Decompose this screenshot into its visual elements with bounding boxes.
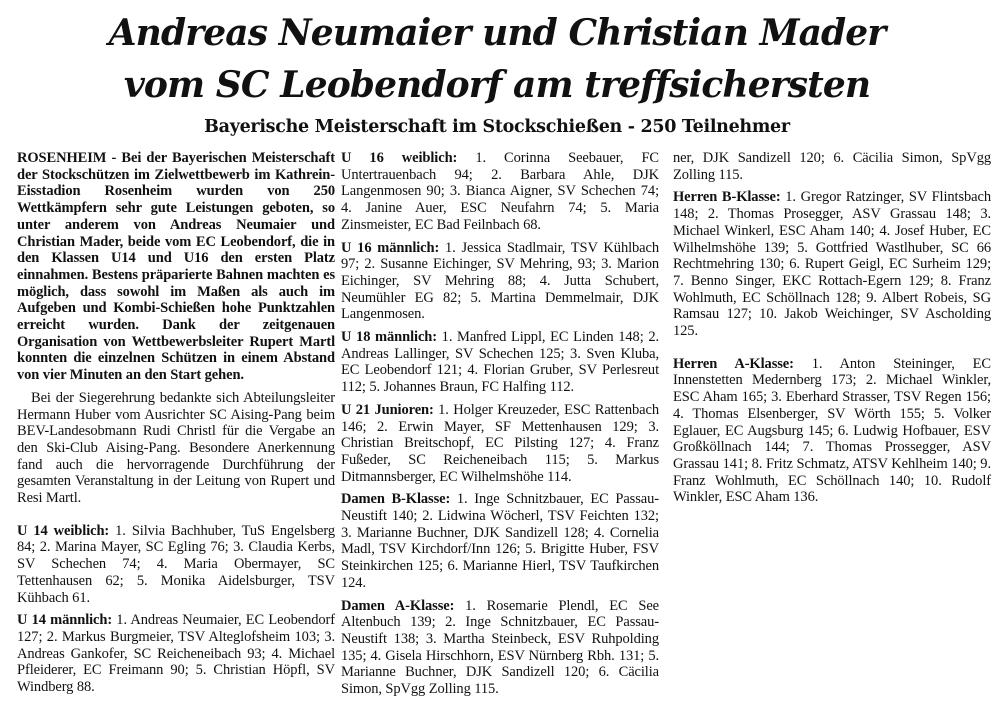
result-u16-maennlich [341,240,659,324]
result-text: 1. Silvia Bachhuber, TuS Engelsberg 84; 2. Marina Mayer, SC Egling 76; 3. Claudia Kerbs, SV Schechen 74; 4. Maria Obermayer, SC Tettenhausen 62; 5. Monika Aidelsburger, TSV Kühbach 61. [17,522,335,606]
headline-line-2: vom SC Leobendorf am treffsichersten [123,64,871,106]
lead-paragraph: ROSENHEIM - Bei der Bayerischen Meisterschaft der Stockschützen im Zielwettbewerb im Kathrein-Eisstadion Rosenheim wurden von 250 Wettkämpfern sehr gute Leistungen geboten, so unter anderem von Andreas Neumaier und Christian Mader, beide vom EC Leobendorf, die in den Klassen U14 und U16 den ersten Platz einnahmen. Bestens präparierte Bahnen machten es möglich, dass sowohl im Maßen als auch im Aufgeben und Kombi-Schießen hohe Punktzahlen erreicht wurden. Dank der zeitgenauen Organisation von Wettbewerbsleiter Rupert Martl konnten die einzelnen Schützen in einem Abstand von vier Minuten an den Start gehen. [17,150,335,384]
result-u21-junioren [341,402,659,486]
result-label: Damen A-Klasse: [341,597,455,614]
result-label: Herren A-Klasse: [673,355,794,372]
result-text: 1. Manfred Lippl, EC Linden 148; 2. Andreas Lallinger, SV Schechen 125; 3. Sven Kluba, EC Leobendorf 121; 4. Florian Gruber, SV Perlesreut 112; 5. Johannes Braun, FC Halfing 112. [341,329,659,396]
column-1 [17,150,335,702]
result-text: 1. Gregor Ratzinger, SV Flintsbach 148; 2. Thomas Prosegger, ASV Grassau 148; 3. Michael Winkerl, ESC Aham 140; 4. Josef Huber, EC Wilhelmshöhe 139; 5. Gottfried Wastlhuber, SC 66 Rechtmehring 130; 6. Rupert Geigl, EC Surheim 129; 7. Benno Singer, EKC Rottach-Egern 129; 8. Franz Wohlmuth, EC Schöllnach 128; 9. Albert Robeis, SG Ramsau 127; 10. Jakob Weichinger, SV Ascholding 125. [673,189,991,340]
result-text: 1. Inge Schnitzbauer, EC Passau-Neustift 140; 2. Lidwina Wöcherl, TSV Feichten 132; 3. Marianne Buchner, DJK Sandizell 128; 4. Cornelia Madl, TSV Kirchdorf/Inn 126; 5. Brigitte Huber, FSV Steinkirchen 125; 6. Marianne Hierl, TSV Taufkirchen 124. [341,491,659,591]
result-label: U 18 männlich: [341,329,437,346]
body-paragraph: Bei der Siegerehrung bedankte sich Abteilungsleiter Hermann Huber vom Ausrichter SC Aising-Pang beim BEV-Landesobmann Rudi Christl für die Vergabe an den Ski-Club Aising-Pang. Besondere Anerkennung fand auch die hervorragende Durchführung der gesamten Veranstaltung in der Leitung von Rupert und Resi Martl. [17,389,335,507]
result-herren-b [673,189,991,339]
result-label: U 21 Junioren: [341,401,434,418]
result-text: 1. Rosemarie Plendl, EC See Altenbuch 139; 2. Inge Schnitzbauer, EC Passau-Neustift 138; 3. Martha Steinbeck, ESV Ruhpolding 135; 4. Gisela Hirschhorn, ESV Nürnberg Rbh. 131; 5. Marianne Buchner, DJK Sandizell 120; 6. Cäcilia Simon, SpVgg Zolling 115. [341,597,659,698]
result-label: U 16 weiblich: [341,150,458,166]
result-u18-maennlich [341,329,659,396]
result-damen-b [341,491,659,591]
result-text: 1. Anton Steininger, EC Innenstetten Medernberg 173; 2. Michael Winkler, ESC Aham 165; 3. Eberhard Strasser, TSV Regen 156; 4. Thomas Elsenberger, SV Wörth 155; 5. Volker Eglauer, EC Augsburg 145; 6. Ludwig Hofbauer, ESV Großköllnach 144; 7. Thomas Prossegger, ASV Grassau 141; 8. Fritz Schmatz, ATSV Kehlheim 140; 9. Franz Wohlmuth, EC Schöllnach 140; 10. Rudolf Winkler, ESC Aham 136. [673,355,991,506]
result-u14-maennlich [17,612,335,696]
result-text: 1. Corinna Seebauer, FC Untertrauenbach 94; 2. Barbara Ahle, DJK Langenmosen 90; 3. Bianca Aigner, SV Schechen 74; 4. Janine Auer, ESC Neufahrn 74; 5. Maria Zinsmeister, EC Bad Feilnbach 68. [341,150,659,233]
result-text: 1. Jessica Stadlmair, TSV Kühlbach 97; 2. Susanne Eichinger, SV Mehring, 93; 3. Marion Eichinger, SV Mehring 88; 4. Jutta Schubert, Neumühler EG 82; 5. Martina Demmelmair, DJK Langenmosen. [341,239,659,323]
column-3 [673,150,991,512]
result-label: U 16 männlich: [341,239,440,256]
result-label: U 14 weiblich: [17,522,110,539]
result-damen-a [341,598,659,698]
result-u14-weiblich [17,523,335,607]
result-herren-a [673,356,991,506]
result-label: U 14 männlich: [17,612,113,629]
result-text: 1. Andreas Neumaier, EC Leobendorf 127; 2. Markus Burgmeier, TSV Alteglofsheim 103; 3. Andreas Gankofer, SC Reicheneibach 93; 4. Michael Pfleiderer, EC Freimann 90; 5. Christian Höpfl, SV Windberg 88. [17,612,335,696]
result-label: Damen B-Klasse: [341,491,451,508]
headline-line-1: Andreas Neumaier und Christian Mader [108,12,886,54]
result-text: 1. Holger Kreuzeder, ESC Rattenbach 146; 2. Erwin Mayer, SF Mettenhausen 129; 3. Christian Breitschopf, EC Pilsting 127; 4. Franz Fußeder, SC Reicheneibach 115; 5. Markus Ditmannsberger, EC Wilhelmshöhe 114. [341,401,659,485]
result-u16-weiblich [341,150,659,234]
result-continuation: ner, DJK Sandizell 120; 6. Cäcilia Simon, SpVgg Zolling 115. [673,150,991,183]
column-2 [341,150,659,704]
subheadline: Bayerische Meisterschaft im Stockschießen - 250 Teilnehmer [204,117,790,137]
result-label: Herren B-Klasse: [673,189,781,206]
